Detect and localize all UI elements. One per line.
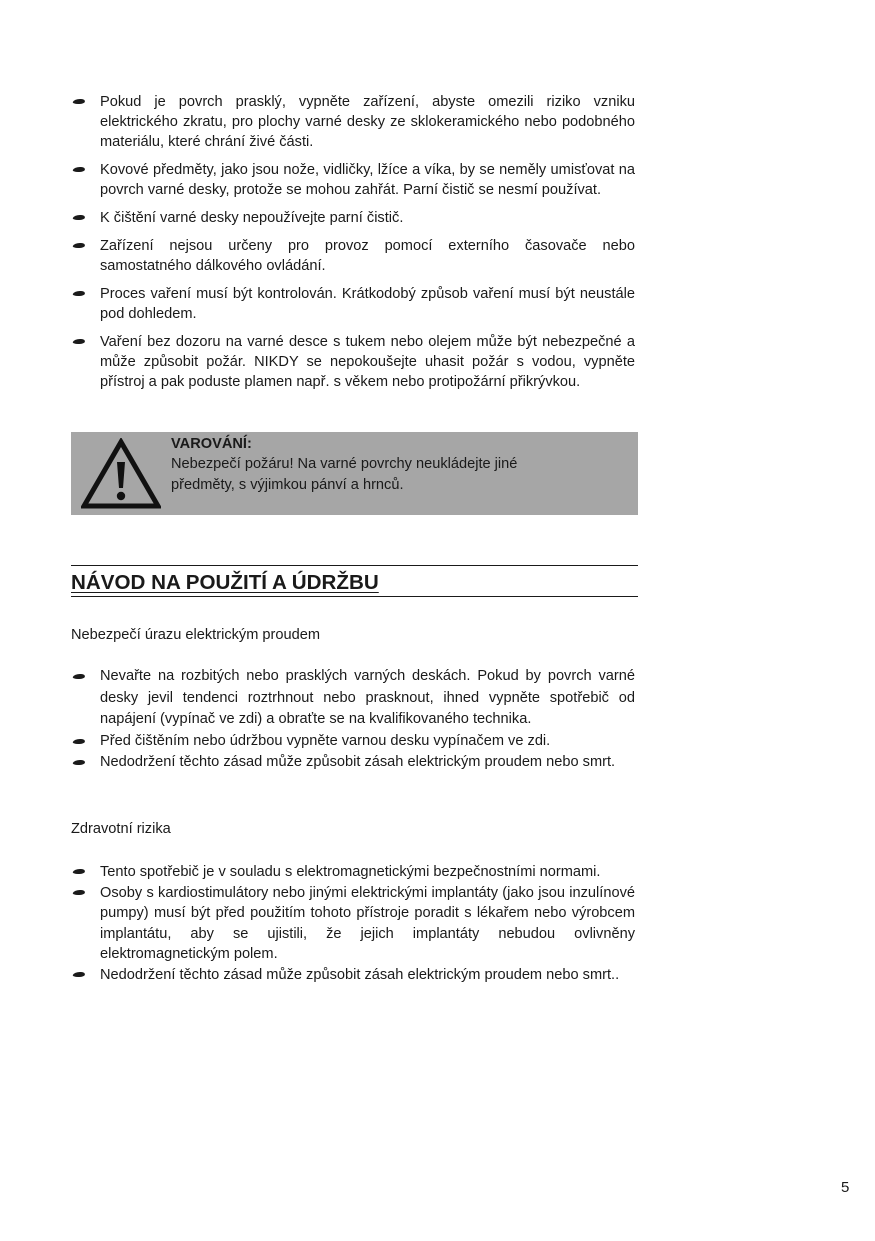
safety-list xyxy=(71,92,635,400)
bullet-icon xyxy=(72,99,86,104)
warning-triangle-icon xyxy=(81,438,161,510)
bullet-icon xyxy=(72,215,86,220)
bullet-icon xyxy=(72,739,86,744)
list-item-text: Nevařte na rozbitých nebo prasklých varných deskách. Pokud by povrch varné desky jevil tendenci roztrhnout nebo prasknout, ihned vypněte spotřebič od napájení (vypínač ve zdi) a obraťte se na kvalifikovaného technika. xyxy=(100,668,635,728)
warning-line: Nebezpečí požáru! Na varné povrchy neukládejte jiné xyxy=(171,456,518,473)
list-item xyxy=(71,160,635,200)
list-item xyxy=(71,236,635,276)
list-item-text: Před čištěním nebo údržbou vypněte varnou desku vypínačem ve zdi. xyxy=(100,732,551,749)
list-item xyxy=(71,862,635,883)
bullet-icon xyxy=(72,167,86,172)
list-item xyxy=(71,208,635,228)
list-item xyxy=(71,332,635,393)
list-item-text: Vaření bez dozoru na varné desce s tukem nebo olejem může být nebezpečné a může způsobit požár. NIKDY se nepokoušejte uhasit požár s vodou, vypněte přístroj a pak poduste plamen např. s věkem nebo protipožární přikrývkou. xyxy=(100,334,635,391)
list-item-text: Tento spotřebič je v souladu s elektromagnetickými bezpečnostními normami. xyxy=(100,864,601,880)
subheading-health-risks: Zdravotní rizika xyxy=(71,821,171,837)
warning-title: VAROVÁNÍ: xyxy=(171,436,252,452)
list-item xyxy=(71,752,635,774)
list-item xyxy=(71,92,635,153)
warning-box xyxy=(71,432,638,515)
list-item-text: Proces vaření musí být kontrolován. Krátkodobý způsob vaření musí být neustále pod dohledem. xyxy=(100,286,635,323)
bullet-icon xyxy=(72,890,86,895)
bullet-icon xyxy=(72,972,86,977)
warning-line: předměty, s výjimkou pánví a hrnců. xyxy=(171,476,404,493)
bullet-icon xyxy=(72,339,86,344)
section-title: NÁVOD NA POUŽITÍ A ÚDRŽBU xyxy=(71,570,638,597)
bullet-icon xyxy=(72,243,86,248)
bullet-icon xyxy=(72,291,86,296)
health-risks-list xyxy=(71,862,635,986)
bullet-icon xyxy=(72,674,86,679)
list-item xyxy=(71,883,635,965)
list-item-text: Nedodržení těchto zásad může způsobit zásah elektrickým proudem nebo smrt. xyxy=(100,754,616,771)
list-item-text: Nedodržení těchto zásad může způsobit zásah elektrickým proudem nebo smrt.. xyxy=(100,966,620,983)
list-item-text: Kovové předměty, jako jsou nože, vidličky, lžíce a víka, by se neměly umisťovat na povrch varné desky, protože se mohou zahřát. Parní čistič se nesmí používat. xyxy=(100,162,635,199)
section-rule xyxy=(71,565,638,566)
list-item-text: Pokud je povrch prasklý, vypněte zařízení, abyste omezili riziko vzniku elektrického zkratu, pro plochy varné desky ze sklokeramického nebo podobného materiálu, které chrání živé části. xyxy=(100,94,635,151)
warning-text xyxy=(171,434,611,495)
page-number: 5 xyxy=(841,1179,850,1196)
subheading-electric-shock: Nebezpečí úrazu elektrickým proudem xyxy=(71,627,321,643)
list-item xyxy=(71,666,635,731)
list-item-text: Osoby s kardiostimulátory nebo jinými elektrickými implantáty (jako jsou inzulínové pumpy) musí být před použitím tohoto přístroje poradit s lékařem nebo výrobcem implantátu, aby se ujistili, že jejich implantáty nebudou ovlivněny elektromagnetickým polem. xyxy=(100,884,635,963)
list-item xyxy=(71,965,635,986)
list-item xyxy=(71,284,635,324)
electric-shock-list xyxy=(71,666,635,774)
list-item xyxy=(71,731,635,753)
bullet-icon xyxy=(72,869,86,874)
list-item-text: K čištění varné desky nepoužívejte parní čistič. xyxy=(100,210,404,227)
bullet-icon xyxy=(72,760,86,765)
list-item-text: Zařízení nejsou určeny pro provoz pomocí externího časovače nebo samostatného dálkového ovládání. xyxy=(100,238,635,275)
